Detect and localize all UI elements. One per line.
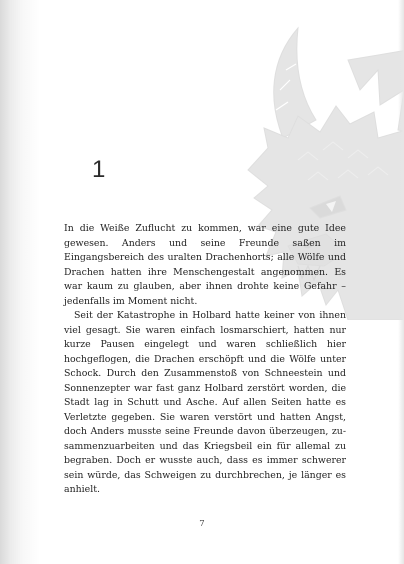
chapter-body xyxy=(64,222,346,498)
chapter-number: 1 xyxy=(92,156,106,183)
paragraph: Seit der Katastrophe in Holbard hatte keiner von ihnen viel gesagt. Sie waren einfach losmarschiert, hatten nur kurze Pausen eingelegt und waren schließlich hier hochgeflogen, die Drachen erschöpft und die Wölfe unter Schock. Durch den Zusammenstoß von Schneestein und Sonnenzepter war fast ganz Holbard zerstört worden, die Stadt lag in Schutt und Asche. Auf allen Seiten hatte es Verletzte gegeben. Sie waren verstört und hatten Angst, doch Anders musste seine Freunde davon überzeugen, zusammenzuarbeiten und das Kriegsbeil ein für allemal zu begraben. Doch er wusste auch, dass es immer schwerer sein würde, das Schweigen zu durchbrechen, je länger es anhielt. xyxy=(64,310,346,495)
page-number: 7 xyxy=(199,519,205,529)
paragraph: In die Weiße Zuflucht zu kommen, war eine gute Idee gewesen. Anders und seine Freunde saßen im Eingangsbereich des uralten Drachenhorts; alle Wölfe und Drachen hatten ihre Menschengestalt angenommen. Es war kaum zu glauben, aber ihnen drohte keine Gefahr – jedenfalls im Moment nicht. xyxy=(64,223,346,307)
